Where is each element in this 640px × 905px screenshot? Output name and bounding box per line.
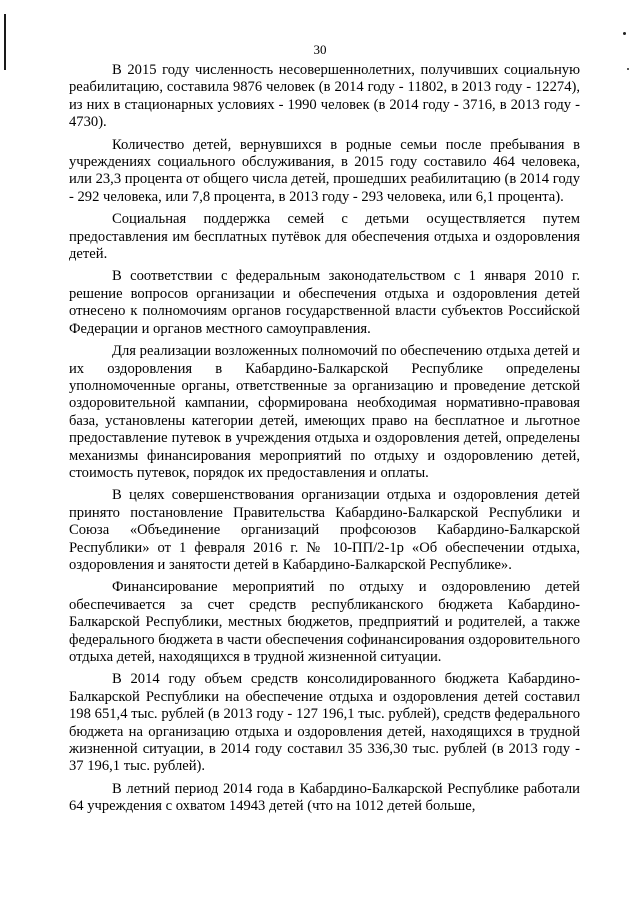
paragraph: В летний период 2014 года в Кабардино-Балкарской Республике работали 64 учреждения с охватом 14943 детей (что на 1012 детей больше, [69, 780, 580, 815]
paragraph: Финансирование мероприятий по отдыху и оздоровлению детей обеспечивается за счет средств республиканского бюджета Кабардино-Балкарской Республики, местных бюджетов, предприятий и родителей, а также федерального бюджета в части обеспечения софинансирования оздоровительного отдыха детей, находящихся в трудной жизненной ситуации. [69, 579, 580, 665]
paragraph: В 2014 году объем средств консолидированного бюджета Кабардино-Балкарской Республики на обеспечение отдыха и оздоровления детей составил 198 651,4 тыс. рублей (в 2013 году - 127 196,1 тыс. рублей), средств федерального бюджета на организацию отдыха и оздоровления детей, находящихся в трудной жизненной ситуации, в 2014 году составил 35 336,30 тыс. рублей (в 2013 году - 37 196,1 тыс. рублей). [69, 671, 580, 775]
paragraph: В 2015 году численность несовершеннолетних, получивших социальную реабилитацию, составила 9876 человек (в 2014 году - 11802, в 2013 году - 12274), из них в стационарных условиях - 1990 человек (в 2014 году - 3716, в 2013 году - 4730). [69, 62, 580, 131]
paragraph: В целях совершенствования организации отдыха и оздоровления детей принято постановление Правительства Кабардино-Балкарской Республики и Союза «Объединение организаций профсоюзов Кабардино-Балкарской Республики» от 1 февраля 2016 г. № 10-ПП/2-1р «Об обеспечении отдыха, оздоровления и занятости детей в Кабардино-Балкарской Республике». [69, 487, 580, 573]
page-number: 30 [313, 42, 327, 57]
paragraph: Количество детей, вернувшихся в родные семьи после пребывания в учреждениях социального обслуживания, в 2015 году составило 464 человека, или 23,3 процента от общего числа детей, прошедших реабилитацию (в 2014 году - 292 человека, или 7,8 процента, в 2013 году - 293 человека, или 6,1 процента). [69, 136, 580, 205]
scan-speck [623, 32, 626, 35]
paragraph: В соответствии с федеральным законодательством с 1 января 2010 г. решение вопросов организации и обеспечения отдыха и оздоровления детей отнесено к полномочиям органов государственной власти субъектов Российской Федерации и органов местного самоуправления. [69, 268, 580, 337]
paragraph: Для реализации возложенных полномочий по обеспечению отдыха детей и их оздоровления в Кабардино-Балкарской Республике определены уполномоченные органы, ответственные за организацию и проведение детской оздоровительной кампании, сформирована необходимая нормативно-правовая база, установлены категории детей, имеющих право на бесплатное и льготное предоставление путевок в учреждения отдыха и оздоровления детей, определены механизмы финансирования мероприятий по отдыху и оздоровлению детей, стоимость путевок, порядок их предоставления и оплаты. [69, 343, 580, 481]
document-body [69, 62, 580, 821]
paragraph: Социальная поддержка семей с детьми осуществляется путем предоставления им бесплатных путёвок для обеспечения отдыха и оздоровления детей. [69, 211, 580, 263]
scan-speck [627, 68, 629, 70]
